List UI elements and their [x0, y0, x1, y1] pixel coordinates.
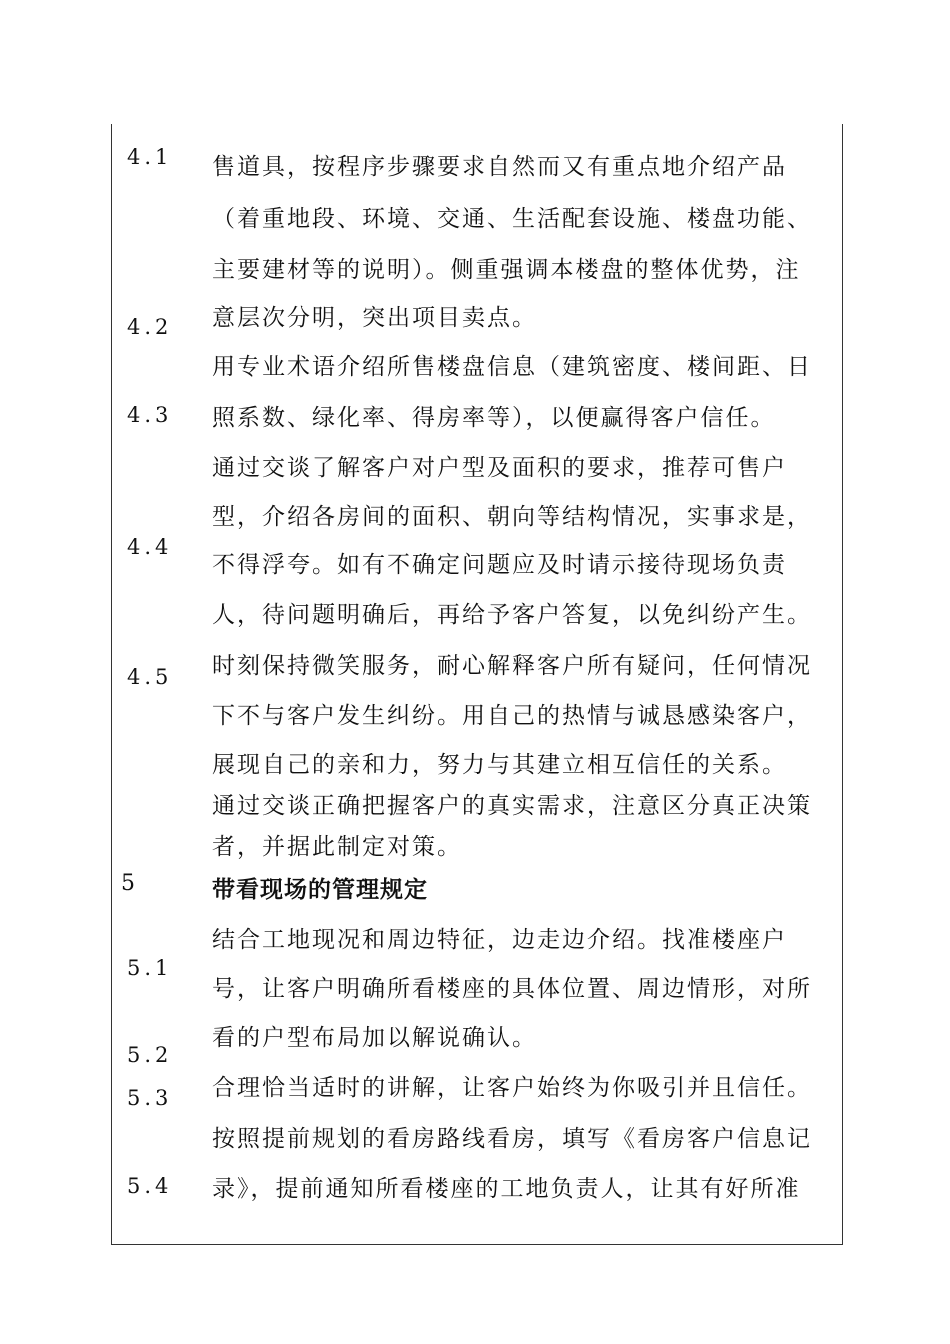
text-line: 录》，提前通知所看楼座的工地负责人，让其有好所准: [212, 1176, 801, 1202]
text-line: 时刻保持微笑服务，耐心解释客户所有疑问，任何情况: [212, 653, 812, 679]
text-line: 照系数、绿化率、得房率等），以便赢得客户信任。: [212, 405, 776, 431]
text-line: 下不与客户发生纠纷。用自己的热情与诚恳感染客户，: [212, 703, 812, 729]
text-line: 用专业术语介绍所售楼盘信息（建筑密度、楼间距、日: [212, 354, 812, 380]
section-number-5: 5: [121, 871, 135, 896]
text-line: 型，介绍各房间的面积、朝向等结构情况，实事求是，: [212, 504, 812, 530]
section-5-title: 带看现场的管理规定: [212, 876, 428, 903]
text-line: 人，待问题明确后，再给予客户答复，以免纠纷产生。: [212, 602, 812, 628]
text-line: 者，并据此制定对策。: [212, 834, 462, 860]
clause-number-4-3: 4.3: [127, 403, 173, 427]
text-line: 售道具，按程序步骤要求自然而又有重点地介绍产品: [212, 154, 787, 180]
clause-number-5-3: 5.3: [127, 1086, 173, 1110]
text-line: 意层次分明，突出项目卖点。: [212, 305, 537, 331]
clause-number-4-1: 4.1: [127, 145, 173, 169]
clause-number-5-2: 5.2: [127, 1043, 173, 1067]
text-line: 号，让客户明确所看楼座的具体位置、周边情形，对所: [212, 976, 812, 1002]
clause-number-4-4: 4.4: [127, 535, 173, 559]
text-line: 主要建材等的说明）。侧重强调本楼盘的整体优势，注: [212, 257, 801, 283]
text-line: 不得浮夸。如有不确定问题应及时请示接待现场负责: [212, 552, 787, 578]
text-line: （着重地段、环境、交通、生活配套设施、楼盘功能、: [212, 206, 812, 232]
text-line: 合理恰当适时的讲解，让客户始终为你吸引并且信任。: [212, 1075, 812, 1101]
clause-number-4-5: 4.5: [127, 665, 173, 689]
text-line: 通过交谈正确把握客户的真实需求，注意区分真正决策: [212, 793, 812, 819]
clause-number-5-1: 5.1: [127, 956, 173, 980]
text-line: 通过交谈了解客户对户型及面积的要求，推荐可售户: [212, 455, 787, 481]
text-line: 展现自己的亲和力，努力与其建立相互信任的关系。: [212, 752, 787, 778]
clause-number-4-2: 4.2: [127, 315, 173, 339]
text-line: 按照提前规划的看房路线看房，填写《看房客户信息记: [212, 1126, 812, 1152]
text-line: 结合工地现况和周边特征，边走边介绍。找准楼座户: [212, 927, 787, 953]
text-line: 看的户型布局加以解说确认。: [212, 1025, 537, 1051]
clause-number-5-4: 5.4: [127, 1174, 173, 1198]
